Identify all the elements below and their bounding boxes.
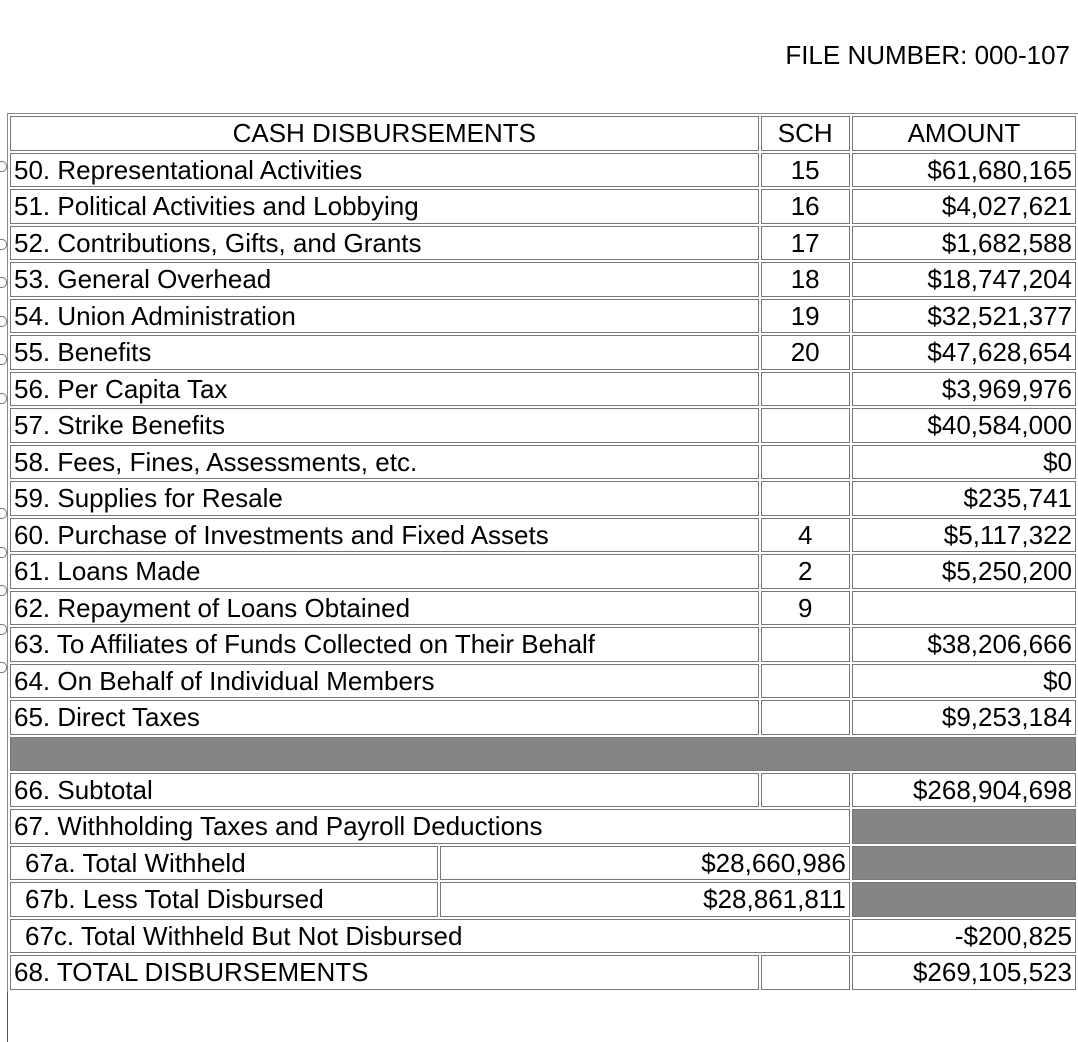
row-sch: 18 — [761, 262, 850, 297]
file-number: FILE NUMBER: 000-107 — [785, 40, 1070, 70]
withholding-shaded-cell — [852, 809, 1076, 844]
shaded-separator-row — [10, 737, 1076, 771]
row-amount: $61,680,165 — [852, 153, 1076, 188]
row-label: 64. On Behalf of Individual Members — [10, 664, 759, 699]
row-amount: $4,027,621 — [852, 189, 1076, 224]
row-sch: 15 — [761, 153, 850, 188]
row-label: 55. Benefits — [10, 335, 759, 370]
row-amount: $1,682,588 — [852, 226, 1076, 261]
table-row — [10, 372, 1076, 407]
row-label: 52. Contributions, Gifts, and Grants — [10, 226, 759, 261]
row-label: 56. Per Capita Tax — [10, 372, 759, 407]
row-label: 61. Loans Made — [10, 554, 759, 589]
edge-tick — [0, 662, 7, 673]
subtotal-amount: $268,904,698 — [852, 773, 1076, 808]
row-label: 62. Repayment of Loans Obtained — [10, 591, 759, 626]
table-row — [10, 554, 1076, 589]
row-sch: 17 — [761, 226, 850, 261]
total-sch — [761, 955, 850, 990]
header-amount: AMOUNT — [852, 116, 1076, 151]
total-row — [10, 955, 1076, 990]
row-sch: 4 — [761, 518, 850, 553]
row-label: 54. Union Administration — [10, 299, 759, 334]
table-row — [10, 700, 1076, 735]
row-label: 57. Strike Benefits — [10, 408, 759, 443]
table-row — [10, 518, 1076, 553]
edge-tick — [0, 239, 7, 250]
row-sch: 16 — [761, 189, 850, 224]
row-amount: $5,117,322 — [852, 518, 1076, 553]
row-amount: $0 — [852, 664, 1076, 699]
withholding-label: 67. Withholding Taxes and Payroll Deductions — [10, 809, 850, 844]
table-row — [10, 481, 1076, 516]
table-row — [10, 408, 1076, 443]
table-row — [10, 591, 1076, 626]
edge-tick — [0, 277, 7, 288]
edge-tick — [0, 585, 7, 596]
row-label: 63. To Affiliates of Funds Collected on Their Behalf — [10, 627, 759, 662]
edge-tick — [0, 547, 7, 558]
row-amount: $9,253,184 — [852, 700, 1076, 735]
header-sch: SCH — [761, 116, 850, 151]
row-amount: $47,628,654 — [852, 335, 1076, 370]
row-amount: $235,741 — [852, 481, 1076, 516]
table-row — [10, 299, 1076, 334]
table-row — [10, 445, 1076, 480]
row-amount: $32,521,377 — [852, 299, 1076, 334]
row-label: 59. Supplies for Resale — [10, 481, 759, 516]
row-amount: $3,969,976 — [852, 372, 1076, 407]
row-label: 53. General Overhead — [10, 262, 759, 297]
table-row — [10, 226, 1076, 261]
header-description: CASH DISBURSEMENTS — [10, 116, 759, 151]
row-sch: 20 — [761, 335, 850, 370]
row-amount: $0 — [852, 445, 1076, 480]
net-withheld-row — [10, 919, 1076, 954]
row-sch — [761, 372, 850, 407]
header-row — [10, 116, 1076, 151]
cash-disbursements-table — [7, 113, 1078, 992]
disbursed-label: 67b. Less Total Disbursed — [10, 882, 438, 917]
edge-tick — [0, 354, 7, 365]
row-sch — [761, 481, 850, 516]
disbursed-amount: $28,861,811 — [440, 882, 850, 917]
disbursed-shaded-cell — [852, 882, 1076, 917]
row-amount — [852, 591, 1076, 626]
row-sch — [761, 627, 850, 662]
row-sch: 19 — [761, 299, 850, 334]
row-sch — [761, 445, 850, 480]
row-amount: $18,747,204 — [852, 262, 1076, 297]
table-row — [10, 335, 1076, 370]
row-sch — [761, 408, 850, 443]
row-sch: 9 — [761, 591, 850, 626]
table-row — [10, 189, 1076, 224]
withheld-row — [10, 846, 1076, 881]
shaded-separator — [10, 737, 1076, 771]
withheld-amount: $28,660,986 — [440, 846, 850, 881]
withheld-shaded-cell — [852, 846, 1076, 881]
table-row — [10, 664, 1076, 699]
table-row — [10, 627, 1076, 662]
row-label: 60. Purchase of Investments and Fixed Assets — [10, 518, 759, 553]
total-amount: $269,105,523 — [852, 955, 1076, 990]
table-row — [10, 153, 1076, 188]
disbursed-row — [10, 882, 1076, 917]
withholding-row — [10, 809, 1076, 844]
row-amount: $5,250,200 — [852, 554, 1076, 589]
total-label: 68. TOTAL DISBURSEMENTS — [10, 955, 759, 990]
edge-tick — [0, 508, 7, 519]
row-label: 51. Political Activities and Lobbying — [10, 189, 759, 224]
row-label: 50. Representational Activities — [10, 153, 759, 188]
edge-tick — [0, 316, 7, 327]
row-sch — [761, 700, 850, 735]
row-amount: $38,206,666 — [852, 627, 1076, 662]
edge-tick — [0, 393, 7, 404]
net-withheld-label: 67c. Total Withheld But Not Disbursed — [10, 919, 850, 954]
row-label: 65. Direct Taxes — [10, 700, 759, 735]
row-sch — [761, 664, 850, 699]
subtotal-sch — [761, 773, 850, 808]
row-amount: $40,584,000 — [852, 408, 1076, 443]
table-row — [10, 262, 1076, 297]
edge-tick — [0, 624, 7, 635]
withheld-label: 67a. Total Withheld — [10, 846, 438, 881]
subtotal-row — [10, 773, 1076, 808]
net-withheld-amount: -$200,825 — [852, 919, 1076, 954]
row-sch: 2 — [761, 554, 850, 589]
edge-tick — [0, 161, 7, 172]
subtotal-label: 66. Subtotal — [10, 773, 759, 808]
row-label: 58. Fees, Fines, Assessments, etc. — [10, 445, 759, 480]
